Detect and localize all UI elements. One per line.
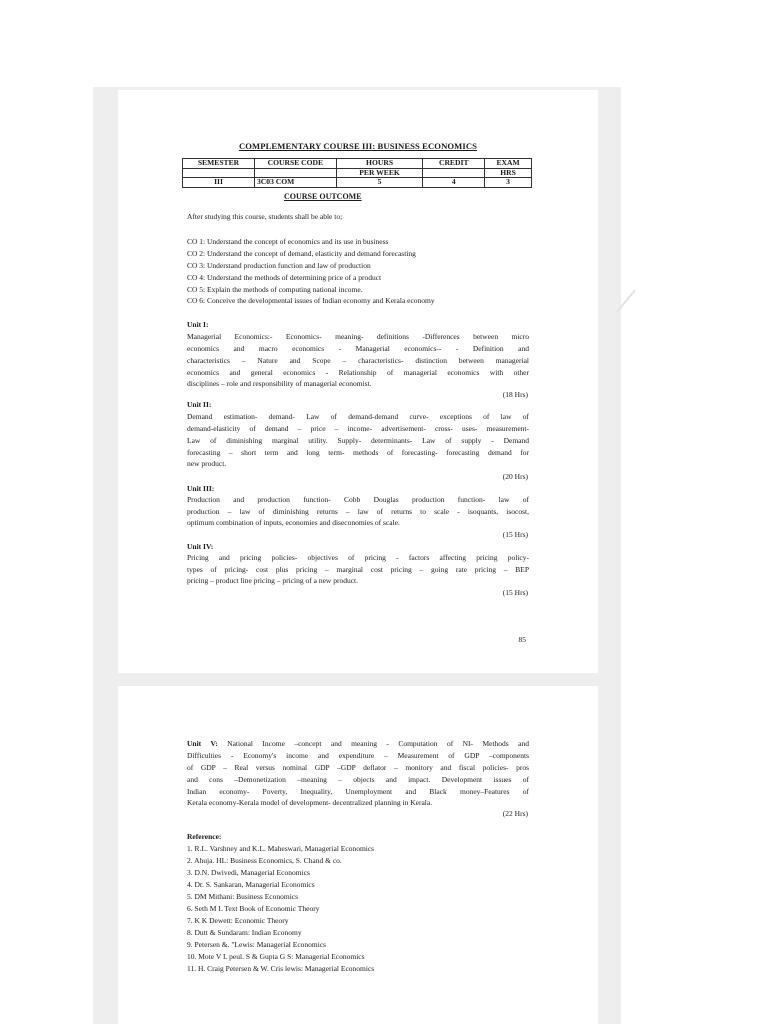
unit-text-line: forecasting – short term and long term- methods of forecasting- forecasting demand for (187, 448, 529, 457)
unit-heading: Unit V: (187, 739, 218, 748)
table-header: EXAM (485, 159, 532, 169)
document-page-1 (118, 90, 598, 673)
reference-item: 2. Ahuja. HL: Business Economics, S. Chand & co. (187, 856, 342, 865)
table-header: PER WEEK (336, 168, 423, 178)
table-cell: 5 (336, 178, 423, 188)
unit-text-line: Kerala economy-Kerala model of development- decentralized planning in Kerala. (187, 798, 433, 807)
unit-text-line: economics and general economics - Relationship of managerial economics with other (187, 368, 529, 377)
unit-text-line: and cons –Demonetization –meaning – objects and impact. Development issues of (187, 775, 529, 784)
table-cell: III (183, 178, 255, 188)
unit-hours: (15 Hrs) (502, 530, 528, 539)
unit-hours: (20 Hrs) (502, 472, 528, 481)
document-page-2 (118, 686, 598, 1024)
unit-text-line: Production and production function- Cobb Douglas production function- law of (187, 495, 529, 504)
reference-item: 5. DM Mithani: Business Economics (187, 892, 299, 901)
table-header-row-2 (183, 168, 532, 178)
unit-text-line: of GDP – Real versus nominal GDP –GDP deflator – monitory and fiscal policies- pros (187, 763, 529, 772)
unit-heading: Unit II: (187, 400, 212, 409)
reference-item: 4. Dr. S. Sankaran, Managerial Economics (187, 880, 315, 889)
page-title: COMPLEMENTARY COURSE III: BUSINESS ECONOMICS (238, 141, 478, 151)
reference-item: 8. Dutt & Sundaram: Indian Economy (187, 928, 302, 937)
reference-item: 3. D.N. Dwivedi, Managerial Economics (187, 868, 310, 877)
outcome-item: CO 3: Understand production function and law of production (187, 261, 371, 270)
reference-item: 10. Mote V L peul. S & Gupta G S: Managerial Economics (187, 952, 365, 961)
unit-text-line: Indian economy- Poverty, Inequality, Unemployment and Black money–Features of (187, 787, 529, 796)
table-header: CREDIT (423, 159, 485, 169)
reference-item: 7. K K Dewett: Economic Theory (187, 916, 289, 925)
unit-text-line: Demand estimation- demand- Law of demand-demand curve- exceptions of law of (187, 412, 529, 421)
table-cell: 3C03 COM (255, 178, 337, 188)
reference-item: 1. R.L. Varshney and K.L. Maheswari, Managerial Economics (187, 844, 375, 853)
unit-text: National Income –concept and meaning - Computation of NI- Methods and (227, 739, 529, 748)
course-info-table (182, 158, 532, 188)
reference-item: 6. Seth M L Text Book of Economic Theory (187, 904, 320, 913)
table-cell: 3 (485, 178, 532, 188)
reference-item: 9. Petersen &. "Lewis: Managerial Economics (187, 940, 327, 949)
page-number: 85 (518, 635, 526, 644)
unit-text-line: new product. (187, 459, 227, 468)
unit-heading: Unit IV: (187, 542, 214, 551)
outcome-item: CO 1: Understand the concept of economics and its use in business (187, 237, 389, 246)
reference-heading: Reference: (187, 832, 222, 841)
table-header: SEMESTER (183, 159, 255, 169)
unit-heading: Unit I: (187, 320, 209, 329)
reference-item: 11. H. Craig Petersen & W. Cris lewis: Managerial Economics (187, 964, 375, 973)
unit-text-line (187, 738, 529, 750)
outcome-item: CO 5: Explain the methods of computing national income. (187, 285, 363, 294)
unit-text-line: production – law of diminishing returns – law of returns to scale - isoquants, isocost, (187, 507, 529, 516)
unit-hours: (18 Hrs) (502, 390, 528, 399)
unit-text-line: demand-elasticity of demand – price – income- advertisement- cross- uses- measurement- (187, 424, 529, 433)
unit-text-line: disciplines – role and responsibility of managerial economist. (187, 379, 372, 388)
unit-text-line: characteristics – Nature and Scope – characteristics- distinction between managerial (187, 356, 529, 365)
unit-text-line: optimum combination of inputs, economies and diseconomies of scale. (187, 518, 400, 527)
outcome-item: CO 4: Understand the methods of determining price of a product (187, 273, 382, 282)
outcome-item: CO 2: Understand the concept of demand, elasticity and demand forecasting (187, 249, 416, 258)
unit-text-line: Managerial Economics:- Economics- meaning- definitions -Differences between micro (187, 332, 529, 341)
table-header: HOURS (336, 159, 423, 169)
unit-text-line: economics and macro economics - Managerial economics-- - Definition and (187, 344, 529, 353)
intro-text: After studying this course, students shall be able to; (187, 212, 343, 221)
outcome-item: CO 6: Conceive the developmental issues of Indian economy and Kerala economy (187, 296, 435, 305)
unit-hours: (22 Hrs) (502, 809, 528, 818)
unit-text-line: Law of diminishing marginal utility. Supply- determinants- Law of supply - Demand (187, 436, 529, 445)
unit-text-line: Difficulties - Economy's income and expenditure – Measurement of GDP –components (187, 751, 529, 760)
table-header-row (183, 159, 532, 169)
unit-text-line: types of pricing- cost plus pricing – marginal cost pricing – going rate pricing – BEP (187, 565, 529, 574)
table-header: COURSE CODE (255, 159, 337, 169)
table-row (183, 178, 532, 188)
unit-hours: (15 Hrs) (502, 588, 528, 597)
unit-text-line: pricing – product line pricing – pricing of a new product. (187, 576, 358, 585)
unit-text-line: Pricing and pricing policies- objectives of pricing - factors affecting pricing policy- (187, 553, 529, 562)
table-header: HRS (485, 168, 532, 178)
table-cell: 4 (423, 178, 485, 188)
unit-heading: Unit III: (187, 484, 215, 493)
course-outcome-heading: COURSE OUTCOME (284, 192, 362, 201)
